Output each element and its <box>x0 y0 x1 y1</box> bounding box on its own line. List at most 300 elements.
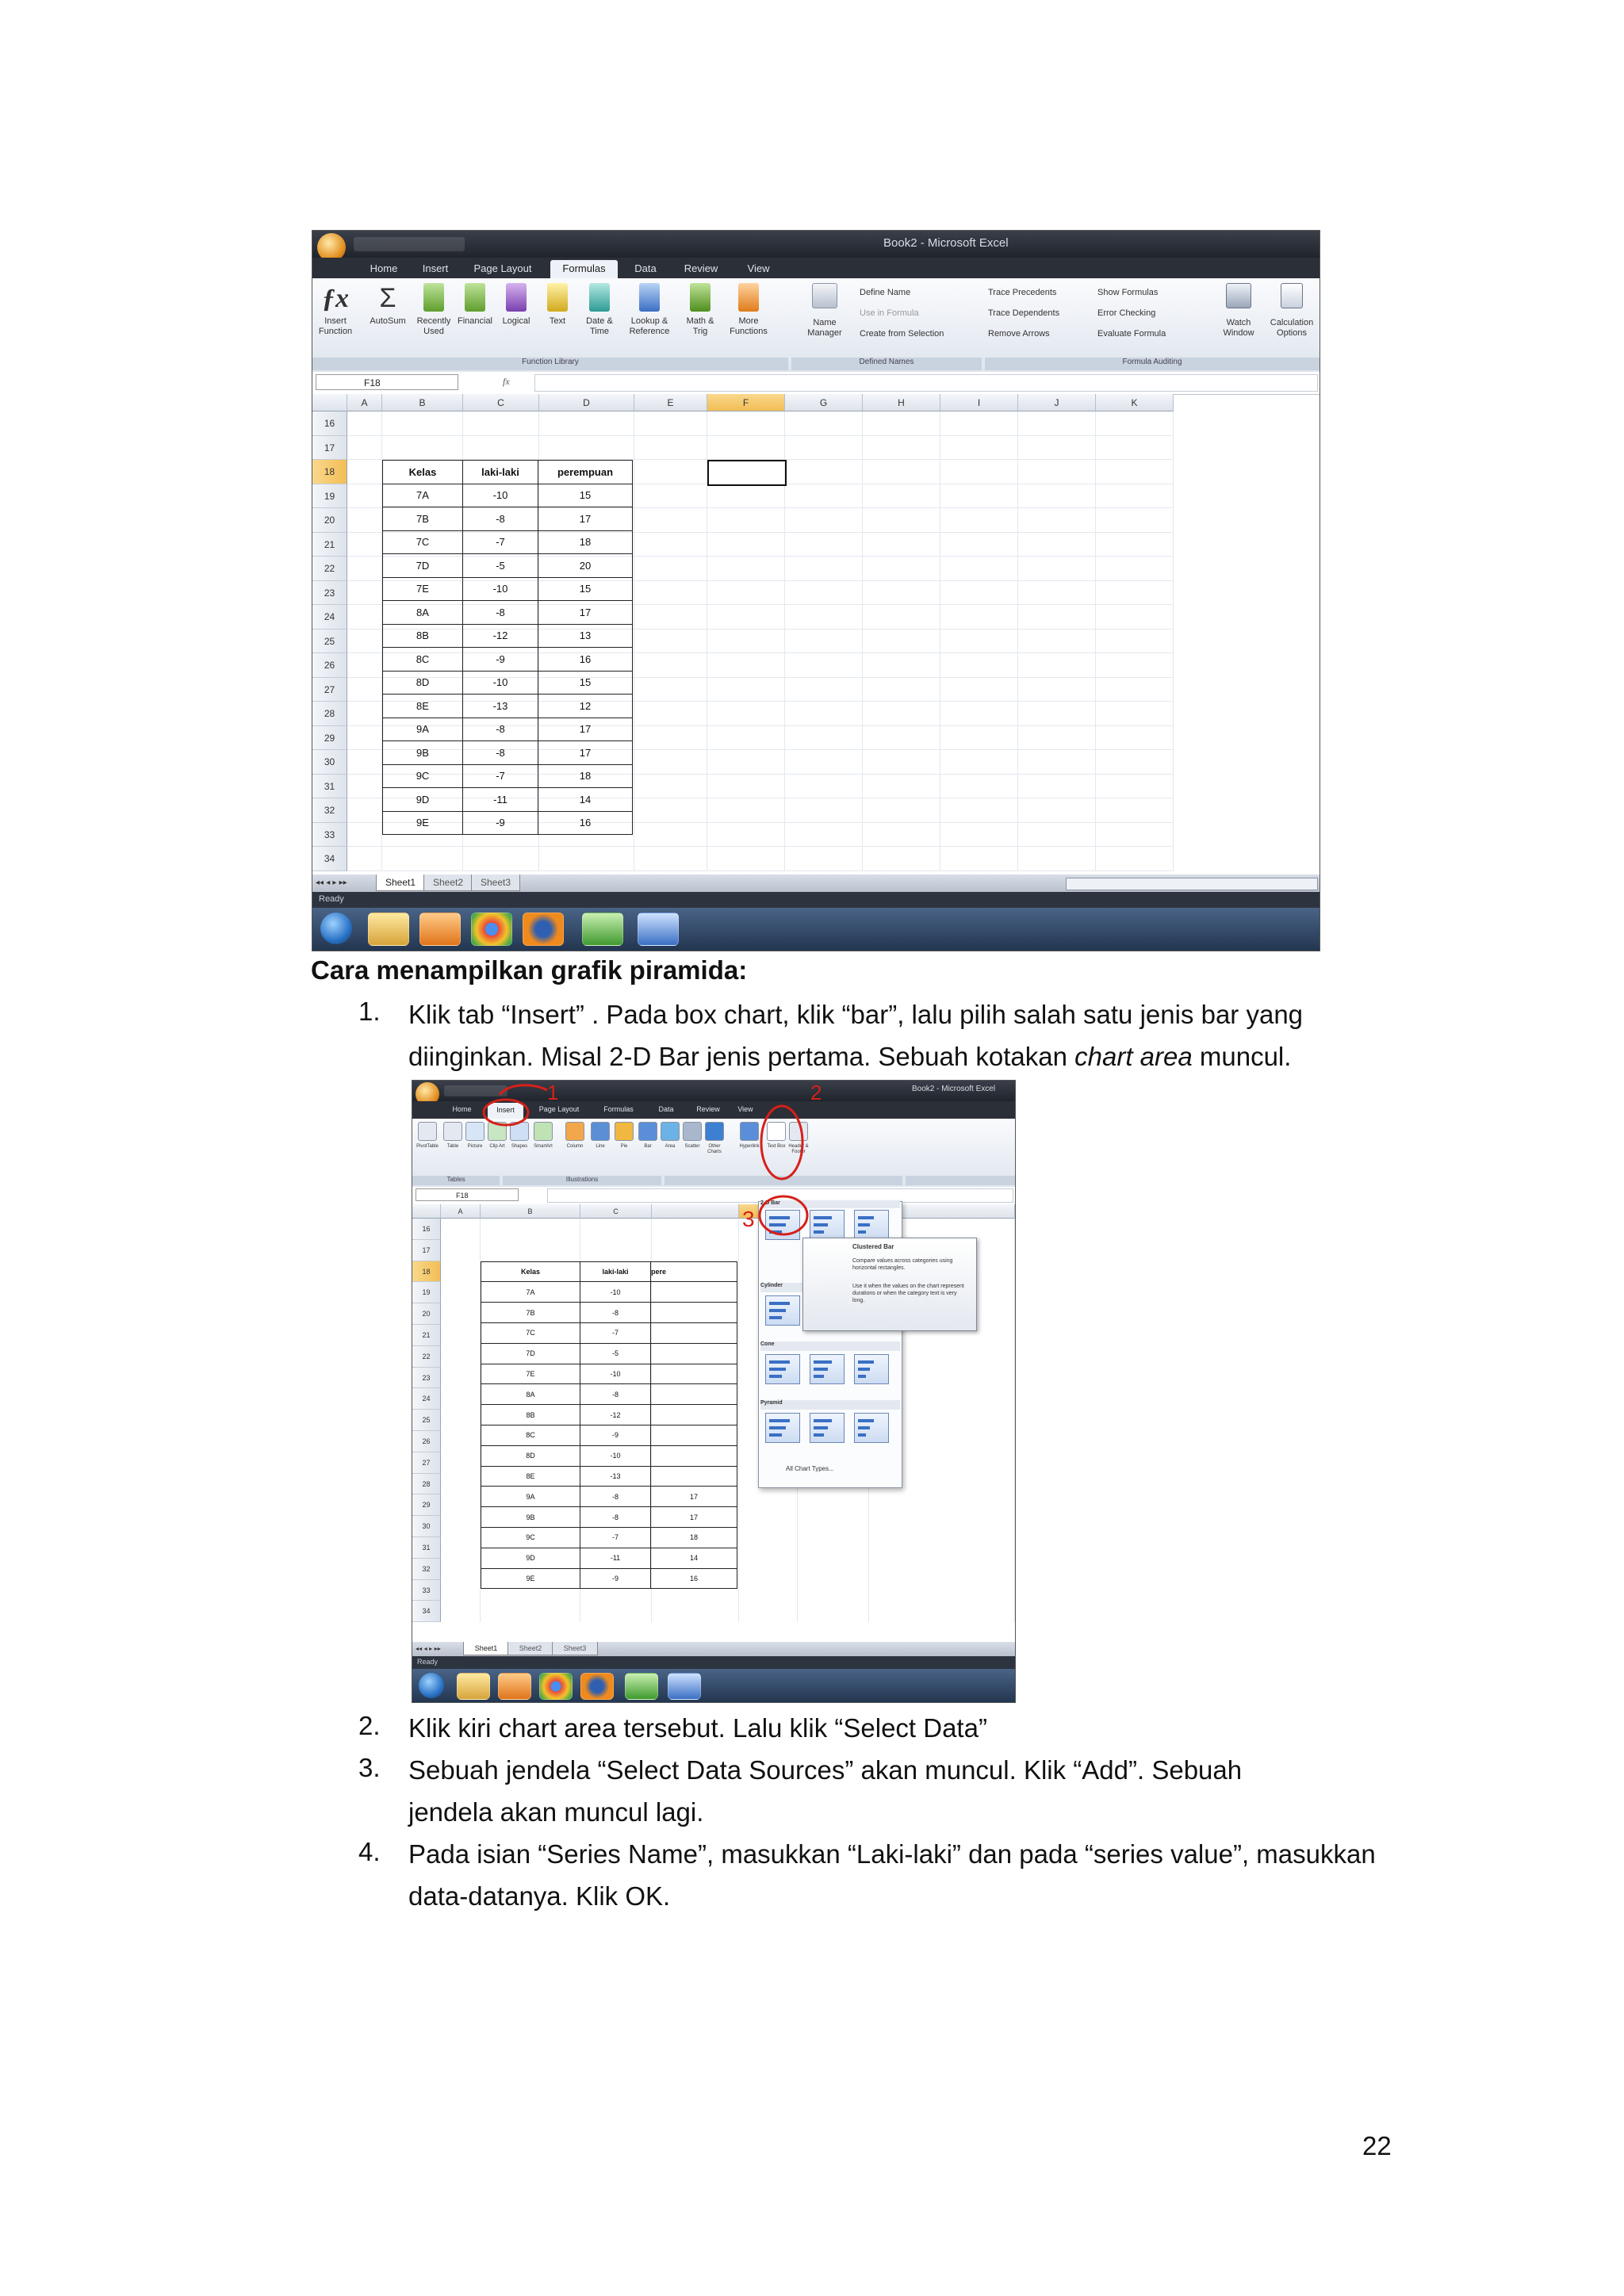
table-cell[interactable]: 9C <box>383 764 463 788</box>
table-cell[interactable]: 8B <box>481 1405 580 1425</box>
sheet-tab-1[interactable]: Sheet1 <box>376 874 425 891</box>
table-cell[interactable]: 7B <box>481 1303 580 1323</box>
table-cell[interactable]: -12 <box>463 624 538 648</box>
formula-input[interactable] <box>534 374 1318 392</box>
bar-glyph <box>858 1360 874 1364</box>
use-in-formula-item[interactable]: Use in Formula <box>860 308 919 318</box>
row-header[interactable]: 32 <box>312 798 347 823</box>
book-blue-icon <box>639 283 660 312</box>
table-header-cell[interactable]: Kelas <box>383 461 463 484</box>
row-header[interactable]: 28 <box>412 1474 441 1495</box>
sheet-nav-arrows[interactable]: ◂◂ ◂ ▸ ▸▸ <box>316 878 347 887</box>
step-text-part: Klik tab “Insert” . Pada box chart, klik “bar”, lalu pilih salah satu jenis bar yang diinginkan. Misal 2-D Bar jenis pertama. Sebuah kotakan <box>408 1000 1304 1071</box>
row-header[interactable]: 16 <box>312 411 347 436</box>
define-name-item[interactable]: Define Name <box>860 288 911 297</box>
row-header[interactable]: 20 <box>412 1303 441 1325</box>
table-cell[interactable]: 18 <box>651 1527 737 1548</box>
bar-subtype-icon[interactable] <box>810 1413 845 1443</box>
row-header[interactable]: 25 <box>312 629 347 654</box>
table-cell[interactable]: -7 <box>463 764 538 788</box>
sheet-tab-3[interactable]: Sheet3 <box>552 1642 598 1655</box>
table-cell[interactable]: -8 <box>463 601 538 625</box>
ribbon-button-label: SmartArt <box>534 1144 553 1149</box>
table-row <box>383 788 633 812</box>
tab-view[interactable]: View <box>737 1105 753 1113</box>
table-cell[interactable]: -8 <box>580 1384 651 1405</box>
table-cell[interactable] <box>651 1445 737 1466</box>
table-row <box>383 811 633 835</box>
tab-review[interactable]: Review <box>684 262 718 274</box>
table-cell[interactable]: -8 <box>580 1487 651 1507</box>
book-green-icon <box>690 283 710 312</box>
step-number: 1. <box>358 997 381 1026</box>
table-cell[interactable]: -10 <box>580 1364 651 1384</box>
step-number: 2. <box>358 1711 381 1740</box>
excel-icon[interactable] <box>582 913 623 946</box>
table-cell[interactable]: 17 <box>538 718 633 741</box>
row-header[interactable]: 29 <box>412 1494 441 1516</box>
table-cell[interactable]: 15 <box>538 671 633 695</box>
ribbon-button-label: Header & Footer <box>788 1144 809 1154</box>
row-header[interactable]: 24 <box>312 605 347 629</box>
table-cell[interactable] <box>651 1384 737 1405</box>
table-cell[interactable]: -13 <box>463 695 538 718</box>
row-header[interactable]: 33 <box>412 1580 441 1601</box>
row-header[interactable]: 29 <box>312 726 347 751</box>
step-number: 4. <box>358 1837 381 1866</box>
spreadsheet-grid <box>312 394 1320 874</box>
table-cell[interactable]: 8D <box>383 671 463 695</box>
table-row <box>481 1568 737 1589</box>
explorer-icon[interactable] <box>368 913 409 946</box>
table-cell[interactable]: 16 <box>651 1568 737 1589</box>
calculator-icon <box>1281 283 1303 308</box>
remove-arrows-item[interactable]: Remove Arrows <box>988 329 1050 339</box>
fx-button[interactable]: fx <box>503 376 510 387</box>
table-cell[interactable]: -11 <box>463 788 538 812</box>
bar-subtype-icon[interactable] <box>854 1413 889 1443</box>
table-cell[interactable]: -5 <box>463 554 538 578</box>
column-header-f[interactable]: F <box>707 394 785 411</box>
math-trig-button[interactable]: Math & Trig <box>679 283 722 336</box>
table-cell[interactable]: -7 <box>463 530 538 554</box>
row-header[interactable]: 27 <box>412 1452 441 1474</box>
table-cell[interactable]: 8A <box>383 601 463 625</box>
bar-glyph <box>858 1426 870 1429</box>
row-header[interactable]: 31 <box>412 1537 441 1559</box>
start-button-icon[interactable] <box>320 913 352 944</box>
ribbon-button-label: Clip Art <box>489 1144 505 1149</box>
table-row <box>383 764 633 788</box>
bar-glyph <box>769 1419 790 1422</box>
ribbon-button-label: Text Box <box>767 1144 786 1149</box>
table-cell[interactable]: 7C <box>383 530 463 554</box>
table-cell[interactable]: 17 <box>538 741 633 765</box>
table-row <box>481 1364 737 1384</box>
column-header-i[interactable]: I <box>940 394 1018 411</box>
table-cell[interactable]: 17 <box>538 507 633 531</box>
bar-glyph <box>814 1375 824 1378</box>
table-cell[interactable]: 9C <box>481 1527 580 1548</box>
binoculars-icon <box>1226 283 1251 308</box>
gridline <box>1017 411 1018 871</box>
show-formulas-item[interactable]: Show Formulas <box>1097 288 1159 297</box>
row-header[interactable]: 24 <box>412 1388 441 1410</box>
table-cell[interactable]: -10 <box>580 1445 651 1466</box>
name-box[interactable]: F18 <box>416 1188 519 1201</box>
recently-used-button[interactable]: Recently Used <box>414 283 454 336</box>
row-header[interactable]: 19 <box>412 1282 441 1303</box>
table-cell[interactable]: -8 <box>463 718 538 741</box>
table-row <box>383 507 633 531</box>
column-header-b[interactable]: B <box>382 394 463 411</box>
text-button[interactable]: Text <box>538 283 577 327</box>
table-row <box>481 1548 737 1568</box>
tab-formulas[interactable]: Formulas <box>603 1105 634 1113</box>
name-manager-button[interactable]: Name Manager <box>802 283 847 338</box>
firefox-icon[interactable] <box>523 913 564 946</box>
row-header[interactable]: 34 <box>412 1601 441 1622</box>
row-header[interactable]: 22 <box>412 1346 441 1368</box>
table-header-row <box>383 461 633 484</box>
table-cell[interactable]: -9 <box>580 1425 651 1445</box>
bar-glyph <box>769 1426 786 1429</box>
column-header-k[interactable]: K <box>1096 394 1174 411</box>
table-cell[interactable]: -13 <box>580 1466 651 1487</box>
autosum-button[interactable]: Σ AutoSum <box>368 283 408 327</box>
table-cell[interactable] <box>651 1364 737 1384</box>
step-text: Sebuah jendela “Select Data Sources” akan muncul. Klik “Add”. Sebuah jendela akan muncul lagi. <box>408 1755 1243 1827</box>
bar-glyph <box>858 1368 870 1371</box>
logical-button[interactable]: Logical <box>496 283 536 327</box>
table-row <box>383 601 633 625</box>
table-cell[interactable]: 9A <box>481 1487 580 1507</box>
column-header-d[interactable]: D <box>539 394 634 411</box>
table-cell[interactable]: -7 <box>580 1322 651 1343</box>
table-cell[interactable]: -9 <box>463 648 538 672</box>
table-cell[interactable]: 7D <box>383 554 463 578</box>
table-header-cell[interactable]: pere <box>651 1261 737 1282</box>
row-header[interactable]: 28 <box>312 702 347 726</box>
select-all-corner[interactable] <box>312 394 347 411</box>
table-cell[interactable] <box>651 1425 737 1445</box>
table-cell[interactable]: 14 <box>651 1548 737 1568</box>
table-cell[interactable]: 12 <box>538 695 633 718</box>
table-cell[interactable]: -12 <box>580 1405 651 1425</box>
table-cell[interactable]: 18 <box>538 764 633 788</box>
table-row <box>481 1445 737 1466</box>
row-header[interactable]: 17 <box>412 1240 441 1261</box>
ribbon-button-label: Other Charts <box>707 1144 722 1154</box>
step-text <box>408 993 1400 1077</box>
column-header-a[interactable]: A <box>441 1204 481 1219</box>
tab-data[interactable]: Data <box>634 262 657 274</box>
table-cell[interactable]: 17 <box>538 601 633 625</box>
table-cell[interactable]: -10 <box>580 1282 651 1303</box>
table-cell[interactable]: -10 <box>463 484 538 507</box>
calculation-options-button[interactable]: Calculation Options <box>1267 283 1316 338</box>
firefox-icon[interactable] <box>580 1673 614 1700</box>
table-cell[interactable]: -8 <box>580 1507 651 1528</box>
annotation-3: 3 <box>742 1207 755 1231</box>
table-cell[interactable]: 13 <box>538 624 633 648</box>
gallery-section-cylinder: Cylinder <box>760 1283 900 1292</box>
table-cell[interactable]: -5 <box>580 1343 651 1364</box>
row-header[interactable]: 26 <box>412 1431 441 1452</box>
tab-home[interactable]: Home <box>452 1105 472 1113</box>
table-cell[interactable]: -8 <box>463 741 538 765</box>
watch-window-button[interactable]: Watch Window <box>1216 283 1261 338</box>
tab-insert[interactable]: Insert <box>488 1103 523 1119</box>
table-cell[interactable]: 8C <box>481 1425 580 1445</box>
table-cell[interactable] <box>651 1466 737 1487</box>
name-box[interactable]: F18 <box>316 374 458 390</box>
all-chart-types-link[interactable]: All Chart Types... <box>786 1465 834 1472</box>
status-bar <box>312 892 1320 908</box>
table-cell[interactable]: 17 <box>651 1487 737 1507</box>
row-header[interactable]: 23 <box>412 1368 441 1389</box>
table-cell[interactable]: 16 <box>538 648 633 672</box>
column-header-j[interactable]: J <box>1018 394 1096 411</box>
table-row <box>383 577 633 601</box>
column-header-g[interactable]: G <box>785 394 863 411</box>
excel-screenshot-insert <box>412 1080 1016 1703</box>
tab-page-layout[interactable]: Page Layout <box>538 1105 580 1113</box>
sheet-tab-1[interactable]: Sheet1 <box>463 1642 509 1655</box>
bar-glyph <box>814 1426 828 1429</box>
row-header[interactable]: 21 <box>412 1325 441 1346</box>
row-header[interactable]: 22 <box>312 557 347 581</box>
bar-glyph <box>814 1433 824 1437</box>
table-cell[interactable]: -9 <box>580 1568 651 1589</box>
insert-function-button[interactable]: ƒx Insert Function <box>316 283 355 336</box>
book-orange-icon <box>738 283 759 312</box>
excel-icon[interactable] <box>625 1673 658 1700</box>
gridline <box>1173 411 1174 871</box>
column-header-b[interactable]: B <box>481 1204 580 1219</box>
gridline <box>347 435 1174 436</box>
financial-button[interactable]: Financial <box>455 283 495 327</box>
tab-page-layout[interactable]: Page Layout <box>473 262 532 274</box>
row-header[interactable]: 33 <box>312 823 347 848</box>
group-tables: Tables <box>412 1176 500 1185</box>
ribbon-button-label: Shapes <box>511 1144 528 1149</box>
table-cell[interactable]: 14 <box>538 788 633 812</box>
table-cell[interactable]: 7E <box>383 577 463 601</box>
table-cell[interactable]: -7 <box>580 1527 651 1548</box>
table-header-cell[interactable]: laki-laki <box>463 461 538 484</box>
table-header-cell[interactable]: perempuan <box>538 461 633 484</box>
sheet-nav-arrows[interactable]: ◂◂ ◂ ▸ ▸▸ <box>416 1645 441 1652</box>
table-row <box>383 624 633 648</box>
table-row <box>383 718 633 741</box>
table-cell[interactable]: 16 <box>538 811 633 835</box>
tooltip-line: Compare values across categories using horizontal rectangles. <box>852 1258 953 1271</box>
table-cell[interactable]: 18 <box>538 530 633 554</box>
column-header-c[interactable]: C <box>580 1204 652 1219</box>
row-header[interactable]: 20 <box>312 508 347 533</box>
table-header-cell[interactable]: laki-laki <box>580 1261 651 1282</box>
table-cell[interactable]: -8 <box>463 507 538 531</box>
table-cell[interactable]: 15 <box>538 577 633 601</box>
table-cell[interactable]: 7A <box>383 484 463 507</box>
circle-annotation-clustered <box>760 1196 807 1234</box>
create-from-selection-item[interactable]: Create from Selection <box>860 329 944 339</box>
windows-taskbar <box>412 1669 1015 1702</box>
table-cell[interactable]: 20 <box>538 554 633 578</box>
tab-home[interactable]: Home <box>370 262 398 274</box>
table-cell[interactable] <box>651 1343 737 1364</box>
gridline <box>347 846 1174 847</box>
column-header-a[interactable]: A <box>347 394 382 411</box>
table-cell[interactable]: 9A <box>383 718 463 741</box>
column-header-e[interactable]: E <box>634 394 707 411</box>
table-cell[interactable]: -9 <box>463 811 538 835</box>
table-cell[interactable]: 7A <box>481 1282 580 1303</box>
table-row <box>481 1466 737 1487</box>
ribbon-button-label: Table <box>446 1144 459 1149</box>
start-button-icon[interactable] <box>419 1673 444 1698</box>
media-player-icon[interactable] <box>498 1673 531 1700</box>
table-cell[interactable]: -10 <box>463 577 538 601</box>
bar-glyph <box>814 1360 832 1364</box>
fx-icon: ƒx <box>322 284 349 313</box>
window-title: Book2 - Microsoft Excel <box>883 236 1009 250</box>
table-header-cell[interactable]: Kelas <box>481 1261 580 1282</box>
table-cell[interactable]: 8A <box>481 1384 580 1405</box>
row-header[interactable]: 27 <box>312 678 347 702</box>
table-cell[interactable]: 9B <box>383 741 463 765</box>
row-header[interactable]: 25 <box>412 1410 441 1431</box>
error-checking-item[interactable]: Error Checking <box>1097 308 1156 318</box>
row-header[interactable]: 34 <box>312 847 347 871</box>
formula-bar <box>312 372 1320 395</box>
row-header[interactable]: 30 <box>412 1516 441 1537</box>
table-cell[interactable]: -11 <box>580 1548 651 1568</box>
ribbon-button-label: Hyperlink <box>739 1144 760 1149</box>
status-text: Ready <box>417 1658 439 1666</box>
chrome-icon[interactable] <box>539 1673 573 1700</box>
quick-access-toolbar[interactable] <box>354 237 465 251</box>
gallery-section-cone: Cone <box>760 1341 900 1351</box>
book-yellow-icon <box>547 283 568 312</box>
column-header-c[interactable]: C <box>463 394 539 411</box>
row-header[interactable]: 19 <box>312 484 347 509</box>
sheet-tab-3[interactable]: Sheet3 <box>471 874 520 891</box>
date-time-button[interactable]: Date & Time <box>579 283 620 336</box>
trace-dependents-item[interactable]: Trace Dependents <box>988 308 1060 318</box>
column-header-h[interactable]: H <box>863 394 940 411</box>
table-cell[interactable]: 9D <box>383 788 463 812</box>
table-cell[interactable]: 9E <box>383 811 463 835</box>
row-header[interactable]: 30 <box>312 750 347 775</box>
active-cell-f18[interactable] <box>707 460 787 486</box>
table-cell[interactable]: 9D <box>481 1548 580 1568</box>
table-cell[interactable]: -8 <box>580 1303 651 1323</box>
window-title: Book2 - Microsoft Excel <box>912 1085 996 1093</box>
row-header[interactable]: 31 <box>312 775 347 799</box>
bar-subtype-icon[interactable] <box>810 1354 845 1384</box>
evaluate-formula-item[interactable]: Evaluate Formula <box>1097 329 1166 339</box>
table-cell[interactable]: 9E <box>481 1568 580 1589</box>
group-illustrations: Illustrations <box>503 1176 661 1185</box>
table-cell[interactable]: 8E <box>383 695 463 718</box>
row-header[interactable]: 23 <box>312 581 347 606</box>
sheet-tab-2[interactable]: Sheet2 <box>508 1642 553 1655</box>
more-functions-button[interactable]: More Functions <box>725 283 772 336</box>
chrome-icon[interactable] <box>471 913 512 946</box>
table-row <box>481 1384 737 1405</box>
sigma-icon: Σ <box>379 283 396 313</box>
excel-screenshot-formulas <box>312 230 1320 951</box>
sheet-tab-2[interactable]: Sheet2 <box>423 874 473 891</box>
book-purple-icon <box>506 283 527 312</box>
table-cell[interactable]: 15 <box>538 484 633 507</box>
app-icon[interactable] <box>638 913 679 946</box>
row-header[interactable]: 16 <box>412 1219 441 1240</box>
row-header[interactable]: 18 <box>412 1261 441 1283</box>
tab-formulas[interactable]: Formulas <box>550 260 618 278</box>
circle-annotation-insert <box>484 1100 528 1125</box>
tab-insert[interactable]: Insert <box>422 262 449 274</box>
table-cell[interactable]: 7C <box>481 1322 580 1343</box>
row-header[interactable]: 21 <box>312 533 347 557</box>
tooltip-line: Use it when the values on the chart represent durations or when the category text is very long. <box>852 1284 964 1303</box>
gridline <box>862 411 863 871</box>
media-player-icon[interactable] <box>419 913 461 946</box>
bar-glyph <box>769 1375 782 1378</box>
row-header[interactable]: 18 <box>312 460 347 484</box>
trace-precedents-item[interactable]: Trace Precedents <box>988 288 1057 297</box>
ribbon-button-label: Line <box>596 1144 605 1149</box>
bar-subtype-icon[interactable] <box>765 1413 800 1443</box>
bar-subtype-icon[interactable] <box>854 1354 889 1384</box>
table-cell[interactable] <box>651 1405 737 1425</box>
lookup-reference-button[interactable]: Lookup & Reference <box>623 283 676 336</box>
tab-view[interactable]: View <box>747 262 770 274</box>
step-text-italic: chart area <box>1074 1042 1193 1071</box>
row-header[interactable]: 17 <box>312 436 347 461</box>
step-number: 3. <box>358 1753 381 1782</box>
sheet-tab-bar <box>312 874 1320 892</box>
table-cell[interactable]: -10 <box>463 671 538 695</box>
table-row <box>383 554 633 578</box>
table-cell[interactable]: 8C <box>383 648 463 672</box>
table-cell[interactable]: 8E <box>481 1466 580 1487</box>
row-header[interactable]: 26 <box>312 653 347 678</box>
table-cell[interactable]: 9B <box>481 1507 580 1528</box>
row-header[interactable]: 32 <box>412 1559 441 1580</box>
table-cell[interactable]: 7E <box>481 1364 580 1384</box>
app-icon[interactable] <box>668 1673 701 1700</box>
tag-icon <box>812 283 837 308</box>
data-table <box>382 460 633 835</box>
arrow-annotation <box>500 1085 547 1095</box>
table-cell[interactable]: 8D <box>481 1445 580 1466</box>
table-cell[interactable]: 17 <box>651 1507 737 1528</box>
table-cell[interactable]: 8B <box>383 624 463 648</box>
tab-review[interactable]: Review <box>696 1105 720 1113</box>
table-cell[interactable]: 7B <box>383 507 463 531</box>
group-defined-names: Defined Names <box>791 358 982 370</box>
tab-data[interactable]: Data <box>658 1105 674 1113</box>
horizontal-scrollbar[interactable] <box>1066 878 1318 890</box>
bar-subtype-icon[interactable] <box>765 1354 800 1384</box>
table-row <box>383 530 633 554</box>
circle-annotation-bar <box>761 1106 802 1179</box>
explorer-icon[interactable] <box>457 1673 490 1700</box>
table-cell[interactable]: 7D <box>481 1343 580 1364</box>
